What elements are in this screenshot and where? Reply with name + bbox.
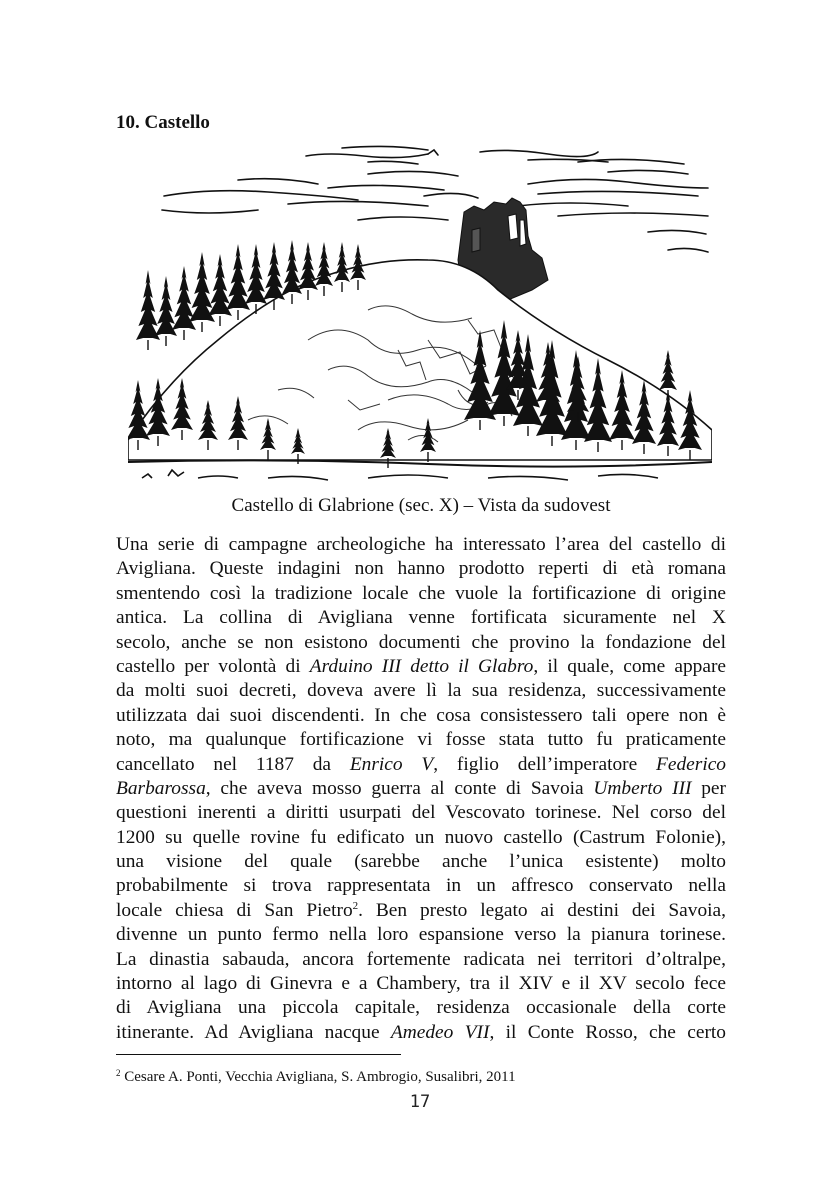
text-run: questioni inerenti a diritti usurpati del Vescovato torinese. Nel corso del: [116, 802, 726, 824]
text-line: [116, 679, 726, 703]
footnote: [116, 1068, 516, 1086]
text-line: [116, 728, 726, 752]
footnote-text: Cesare A. Ponti, Vecchia Avigliana, S. Ambrogio, Susalibri, 2011: [120, 1069, 516, 1085]
text-run: da molti suoi decreti, doveva avere lì la sua residenza, successivamente: [116, 680, 726, 702]
text-run: noto, ma qualunque fortificazione vi fosse stata tutto fu praticamente: [116, 729, 726, 751]
text-run: , il quale, come appare: [533, 655, 727, 677]
text-run: Avigliana. Queste indagini non hanno prodotto reperti di età romana: [116, 558, 726, 580]
text-run: La dinastia sabauda, ancora fortemente radicata nei territori d’oltralpe,: [116, 948, 726, 970]
text-run: locale chiesa di San Pietro: [116, 899, 353, 921]
text-run: intorno al lago di Ginevra e a Chambery, tra il XIV e il XV secolo fece: [116, 973, 726, 995]
footnote-separator: [116, 1054, 401, 1055]
text-line: [116, 1021, 726, 1045]
text-line: [116, 753, 726, 777]
text-line: [116, 972, 726, 996]
footnote-marker: 2: [116, 1068, 121, 1078]
text-run: , che aveva mosso guerra al conte di Savoia: [205, 777, 594, 799]
text-line: [116, 655, 726, 679]
text-run: castello per volontà di: [116, 655, 310, 677]
text-line: [116, 582, 726, 606]
page-number: 17: [409, 1092, 431, 1112]
text-line: [116, 777, 726, 801]
pine-tree: [659, 350, 677, 390]
text-run: itinerante. Ad Avigliana nacque: [116, 1021, 391, 1043]
text-run: probabilmente si trova rappresentata in un affresco conservato nella: [116, 875, 726, 897]
italic-name: Amedeo VII: [390, 1021, 490, 1043]
text-run: per: [691, 777, 726, 799]
text-line: [116, 557, 726, 581]
text-run: antica. La collina di Avigliana venne fortificata sicuramente nel X: [116, 607, 726, 629]
text-run: . Ben presto legato ai destini dei Savoia,: [358, 899, 726, 921]
italic-name: Umberto III: [593, 777, 692, 799]
text-run: una visione del quale (sarebbe anche l’unica esistente) molto: [116, 851, 726, 873]
text-line: [116, 801, 726, 825]
text-run: utilizzata dai suoi discendenti. In che cosa consistessero tali opere non è: [116, 704, 726, 726]
body-paragraph: [116, 533, 726, 1045]
text-line: [116, 533, 726, 557]
figure-caption: Castello di Glabrione (sec. X) – Vista da sudovest: [231, 495, 611, 516]
italic-name: Federico: [656, 753, 727, 775]
text-line: [116, 704, 726, 728]
text-line: [116, 996, 726, 1020]
text-run: secolo, anche se non esistono documenti che provino la fondazione del: [116, 631, 726, 653]
text-line: [116, 948, 726, 972]
text-run: divenne un punto fermo nella loro espansione verso la pianura torinese.: [116, 924, 726, 946]
text-run: Una serie di campagne archeologiche ha interessato l’area del castello di: [116, 534, 726, 555]
section-heading: 10. Castello: [116, 112, 210, 133]
text-line: [116, 606, 726, 630]
italic-name: Arduino III detto il Glabro: [309, 655, 534, 677]
text-line: [116, 850, 726, 874]
pine-tree: [263, 242, 285, 300]
pine-tree: [226, 244, 250, 310]
text-run: , il Conte Rosso, che certo: [489, 1021, 726, 1043]
text-line: [116, 631, 726, 655]
pine-tree: [136, 270, 160, 340]
italic-name: Enrico V: [349, 753, 434, 775]
pine-tree: [245, 244, 267, 304]
text-run: , figlio dell’imperatore: [433, 753, 657, 775]
text-line: [116, 874, 726, 898]
text-line: [116, 923, 726, 947]
italic-name: Barbarossa: [116, 777, 206, 799]
footnote-reference: 2: [352, 899, 359, 912]
text-run: di Avigliana una piccola capitale, residenza occasionale della corte: [116, 997, 726, 1019]
castle-sketch-drawing: [128, 140, 712, 490]
text-run: cancellato nel 1187 da: [116, 753, 350, 775]
text-run: 1200 su quelle rovine fu edificato un nuovo castello (Castrum Folonie),: [116, 826, 726, 848]
text-line: [116, 826, 726, 850]
text-run: smentendo così la tradizione locale che vuole la fortificazione di origine: [116, 582, 726, 604]
text-line: [116, 899, 726, 923]
castle-illustration: [128, 140, 712, 490]
